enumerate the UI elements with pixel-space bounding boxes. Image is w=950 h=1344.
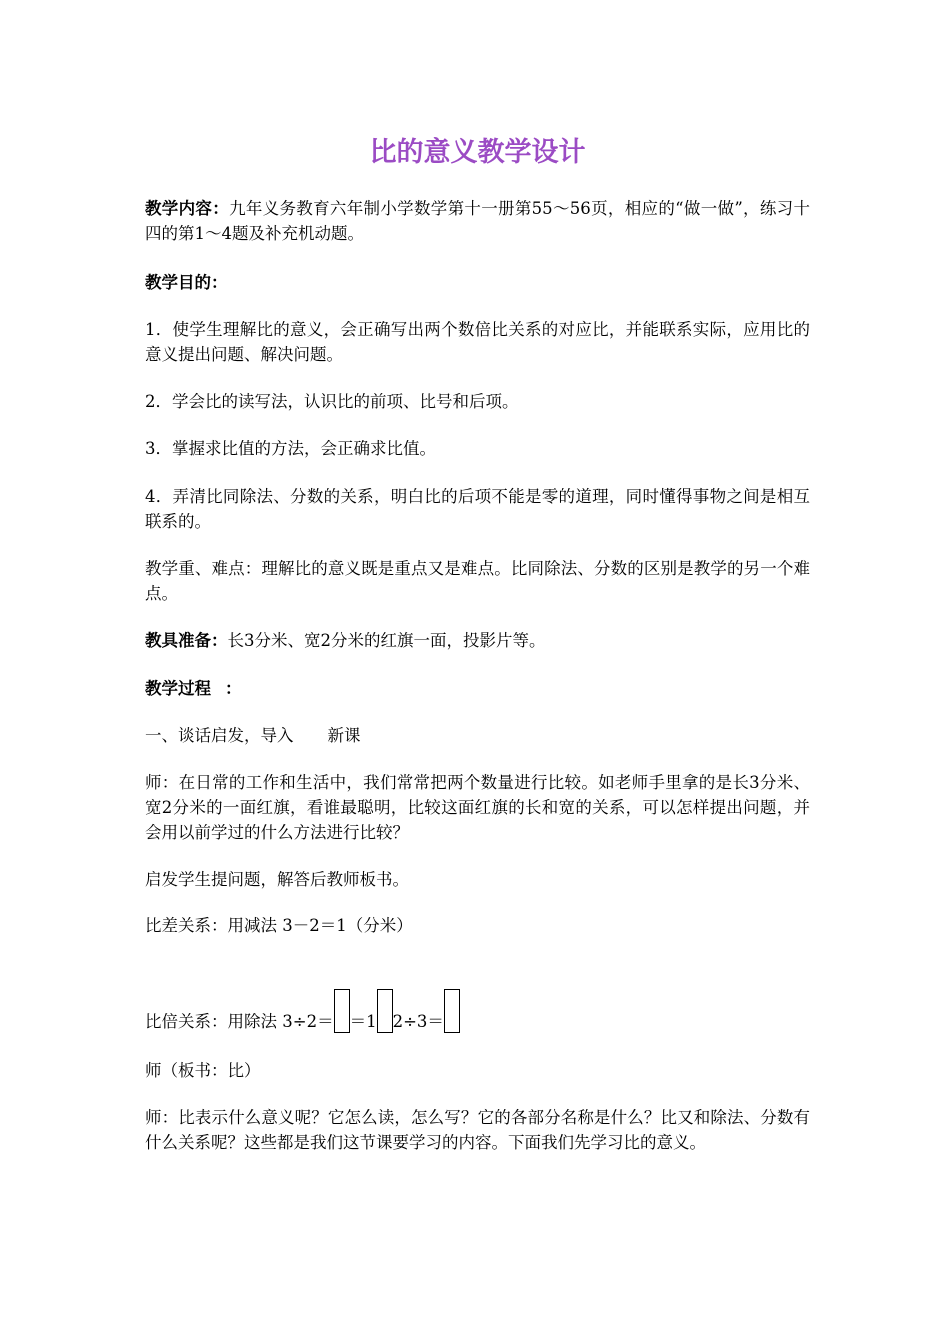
answer-box-3 — [444, 989, 460, 1033]
prompt-paragraph: 启发学生提问题，解答后教师板书。 — [145, 870, 409, 889]
answer-box-1 — [334, 989, 350, 1033]
teacher-intro-paragraph: 师：在日常的工作和生活中，我们常常把两个数量进行比较。如老师手里拿的是长3分米、宽2分米的一面红旗，看谁最聪明，比较这面红旗的长和宽的关系，可以怎样提出问题，并会用以前学过的什么方法进行比较？ — [145, 773, 810, 842]
section-1-heading: 一、谈话启发，导入 新课 — [145, 726, 361, 745]
tools-text: 长3分米、宽2分米的红旗一面，投影片等。 — [227, 631, 546, 650]
tools-paragraph — [145, 628, 810, 653]
process-heading: 教学过程 ： — [145, 679, 242, 698]
teaching-content-paragraph — [145, 196, 810, 246]
key-points-paragraph: 教学重、难点：理解比的意义既是重点又是难点。比同除法、分数的区别是教学的另一个难点。 — [145, 559, 810, 603]
multiple-relation: 比倍关系：用除法 3÷2＝ ＝1 2÷3＝ — [145, 989, 810, 1034]
teaching-content-text: 九年义务教育六年制小学数学第十一册第55～56页，相应的“做一做”，练习十四的第1～4题及补充机动题。 — [145, 199, 810, 243]
board-note: 师（板书：比） — [145, 1061, 261, 1080]
teacher-question-paragraph: 师：比表示什么意义呢？它怎么读，怎么写？它的各部分名称是什么？比又和除法、分数有什么关系呢？这些都是我们这节课要学习的内容。下面我们先学习比的意义。 — [145, 1108, 810, 1152]
goals-heading: 教学目的： — [145, 273, 228, 292]
answer-box-2 — [377, 989, 393, 1033]
difference-relation: 比差关系：用减法 3－2＝1（分米） — [145, 916, 413, 935]
goal-item-3: 3．掌握求比值的方法，会正确求比值。 — [145, 439, 436, 458]
goal-item-1: 1．使学生理解比的意义，会正确写出两个数倍比关系的对应比，并能联系实际，应用比的意义提出问题、解决问题。 — [145, 320, 810, 364]
page-title: 比的意义教学设计 — [369, 137, 586, 168]
goal-item-4: 4．弄清比同除法、分数的关系，明白比的后项不能是零的道理，同时懂得事物之间是相互联系的。 — [145, 487, 810, 531]
goal-item-2: 2．学会比的读写法，认识比的前项、比号和后项。 — [145, 392, 519, 411]
teaching-content-label: 教学内容： — [145, 199, 230, 218]
tools-label: 教具准备： — [145, 631, 228, 650]
